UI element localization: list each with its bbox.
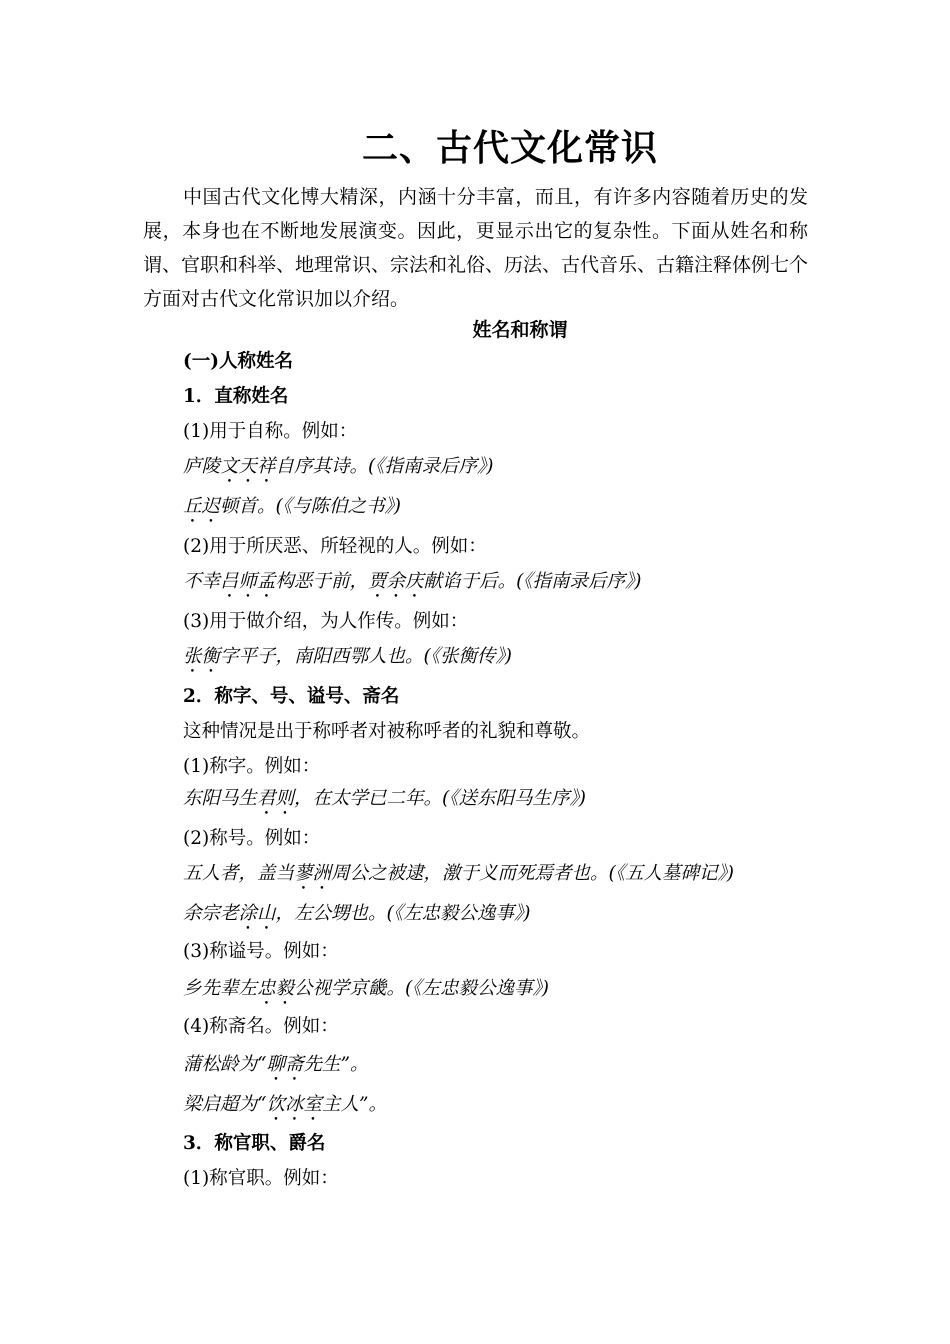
text-segment: 庐陵 (183, 456, 221, 477)
text-segment: 蒲松龄为“ (183, 1054, 267, 1075)
text-segment: (2)用于所厌恶、所轻视的人。例如： (183, 536, 487, 557)
text-line (183, 755, 320, 779)
text-line (183, 940, 339, 964)
emphasized-name: 贾余庆 (368, 571, 424, 592)
text-segment: 公视学京畿。(《左忠毅公逸事》) (294, 978, 549, 999)
text-segment: 构恶于前， (275, 571, 369, 592)
emphasized-name: 蓼洲 (294, 863, 332, 884)
text-segment: (3)称谥号。例如： (183, 941, 339, 962)
text-segment: 主人”。 (321, 1094, 387, 1115)
emphasized-name: 丘迟 (183, 496, 221, 517)
text-segment: 不幸 (183, 571, 221, 592)
text-segment: 东阳马生 (183, 788, 258, 809)
text-segment: (1)称字。例如： (183, 756, 321, 777)
text-line (183, 535, 487, 559)
section-heading (183, 1132, 325, 1156)
emphasized-name: 君则 (257, 788, 295, 809)
text-line (183, 610, 468, 634)
text-segment: 字平子，南阳西鄂人也。(《张衡传》) (220, 646, 512, 667)
text-segment: 周公之被逮，激于义而死焉者也。(《五人墓碑记》) (331, 863, 734, 884)
text-segment: 这种情况是出于称呼者对被称呼者的礼貌和尊敬。 (183, 721, 591, 742)
text-segment: (1)用于自称。例如： (183, 421, 358, 442)
text-line (183, 720, 590, 744)
page-title: 二、古代文化常识 (361, 127, 658, 169)
text-segment: ，在太学已二年。(《送东阳马生序》) (294, 788, 586, 809)
emphasized-name: 饮冰室 (266, 1094, 322, 1115)
intro-paragraph: 中国古代文化博大精深，内涵十分丰富，而且，有许多内容随着历史的发展，本身也在不断地发展演变。因此，更显示出它的复杂性。下面从姓名和称谓、官职和科举、地理常识、宗法和礼俗、历法、古代音乐、古籍注释体例七个方面对古代文化常识加以介绍。 (143, 186, 809, 310)
text-segment: 梁启超为“ (183, 1094, 267, 1115)
text-segment: (2)称号。例如： (183, 828, 321, 849)
text-segment: 顿首。(《与陈伯之书》) (220, 496, 401, 517)
example-sentence (183, 787, 586, 819)
section-title: 姓名和称谓 (472, 319, 568, 341)
text-segment: 乡先辈左 (183, 978, 258, 999)
emphasized-name: 忠毅 (257, 978, 295, 999)
text-segment: (一)人称姓名 (183, 351, 294, 372)
text-line (183, 1015, 339, 1039)
text-segment: 献谄于后。(《指南录后序》) (423, 571, 642, 592)
text-segment: (1)称官职。例如： (183, 1168, 339, 1189)
example-sentence (183, 1053, 368, 1085)
emphasized-name: 涂山 (238, 903, 276, 924)
example-sentence (183, 495, 401, 527)
emphasized-name: 张衡 (183, 646, 221, 667)
text-segment: 五人者，盖当 (183, 863, 295, 884)
section-heading (183, 685, 399, 709)
example-sentence (183, 455, 493, 487)
text-line (183, 827, 320, 851)
example-sentence (183, 570, 642, 602)
example-sentence (183, 645, 512, 677)
text-segment: 3．称官职、爵名 (183, 1133, 326, 1154)
text-segment: ，左公甥也。(《左忠毅公逸事》) (275, 903, 531, 924)
text-segment: (3)用于做介绍，为人作传。例如： (183, 611, 469, 632)
example-sentence (183, 862, 734, 894)
text-segment: 自序其诗。(《指南录后序》) (275, 456, 494, 477)
emphasized-name: 吕师孟 (220, 571, 276, 592)
emphasized-name: 聊斋 (266, 1054, 304, 1075)
text-segment: 2．称字、号、谥号、斋名 (183, 686, 400, 707)
example-sentence (183, 977, 549, 1009)
text-segment: 1．直称姓名 (183, 386, 289, 407)
text-line (183, 420, 357, 444)
example-sentence (183, 902, 530, 934)
text-segment: (4)称斋名。例如： (183, 1016, 339, 1037)
example-sentence (183, 1093, 387, 1125)
text-segment: 余宗老 (183, 903, 239, 924)
section-heading (183, 385, 288, 409)
section-heading (183, 350, 293, 374)
emphasized-name: 文天祥 (220, 456, 276, 477)
text-line (183, 1167, 339, 1191)
text-segment: 先生”。 (303, 1054, 369, 1075)
